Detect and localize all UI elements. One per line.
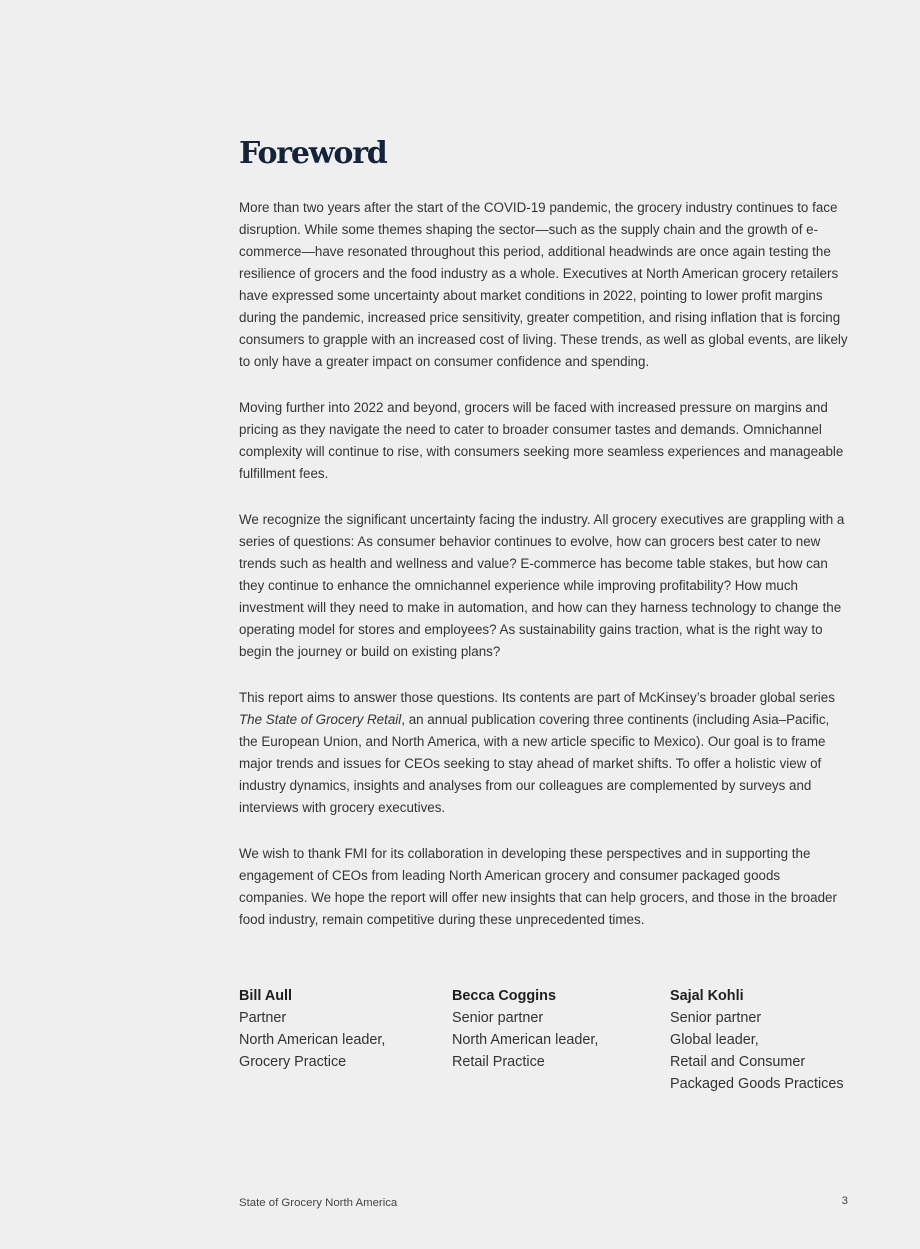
author-name: Becca Coggins [452, 988, 556, 1004]
paragraph-4 [239, 687, 849, 819]
paragraph-1: More than two years after the start of the COVID-19 pandemic, the grocery industry continues to face disruption. While some themes shaping the sector—such as the supply chain and the growth of e-commerce—have resonated throughout this period, additional headwinds are once again testing the resilience of grocers and the food industry as a whole. Executives at North American grocery retailers have expressed some uncertainty about market conditions in 2022, pointing to lower profit margins during the pandemic, increased price sensitivity, greater competition, and rising inflation that is forcing consumers to grapple with an increased cost of living. These trends, as well as global events, are likely to only have a greater impact on consumer confidence and spending. [239, 200, 848, 369]
author-role: Grocery Practice [239, 1054, 347, 1070]
paragraph-4-text-after: , an annual publication covering three continents (including Asia–Pacific, the European Union, and North America, with a new article specific to Mexico). Our goal is to frame major trends and issues for CEOs seeking to stay ahead of market shifts. To offer a holistic view of industry dynamics, insights and analyses from our colleagues are complemented by surveys and interviews with grocery executives. [239, 712, 830, 815]
author-signatures [0, 985, 920, 1105]
author-role: Global leader, [670, 1032, 759, 1048]
report-series-title: The State of Grocery Retail [239, 712, 402, 727]
author-role: Retail and Consumer [670, 1054, 806, 1070]
page-title: Foreword [239, 136, 387, 171]
author-role: Senior partner [670, 1010, 762, 1026]
author-role: Retail Practice [452, 1054, 545, 1070]
paragraph-2: Moving further into 2022 and beyond, grocers will be faced with increased pressure on margins and pricing as they navigate the need to cater to broader consumer tastes and demands. Omnichannel complexity will continue to rise, with consumers seeking more seamless experiences and manageable fulfillment fees. [239, 400, 844, 481]
footer-report-title: State of Grocery North America [239, 1197, 398, 1209]
author-role: North American leader, [452, 1032, 599, 1048]
author-role: North American leader, [239, 1032, 386, 1048]
foreword-body [239, 197, 849, 955]
author-block [452, 985, 598, 1073]
author-name: Bill Aull [239, 988, 293, 1004]
author-role: Packaged Goods Practices [670, 1076, 844, 1092]
author-block [239, 985, 385, 1073]
page-number: 3 [841, 1195, 848, 1207]
paragraph-3: We recognize the significant uncertainty facing the industry. All grocery executives are grappling with a series of questions: As consumer behavior continues to evolve, how can grocers best cater to new trends such as health and wellness and value? E-commerce has become table stakes, but how can they continue to enhance the omnichannel experience while improving profitability? How much investment will they need to make in automation, and how can they harness technology to change the operating model for stores and employees? As sustainability gains traction, what is the right way to begin the journey or build on existing plans? [239, 512, 845, 659]
paragraph-5: We wish to thank FMI for its collaboration in developing these perspectives and in supporting the engagement of CEOs from leading North American grocery and consumer packaged goods companies. We hope the report will offer new insights that can help grocers, and those in the broader food industry, remain competitive during these unprecedented times. [239, 846, 837, 927]
author-role: Senior partner [452, 1010, 544, 1026]
author-name: Sajal Kohli [670, 988, 744, 1004]
paragraph-4-text-before: This report aims to answer those questions. Its contents are part of McKinsey’s broader global series [239, 690, 835, 705]
author-role: Partner [239, 1010, 287, 1026]
author-block [670, 985, 844, 1095]
